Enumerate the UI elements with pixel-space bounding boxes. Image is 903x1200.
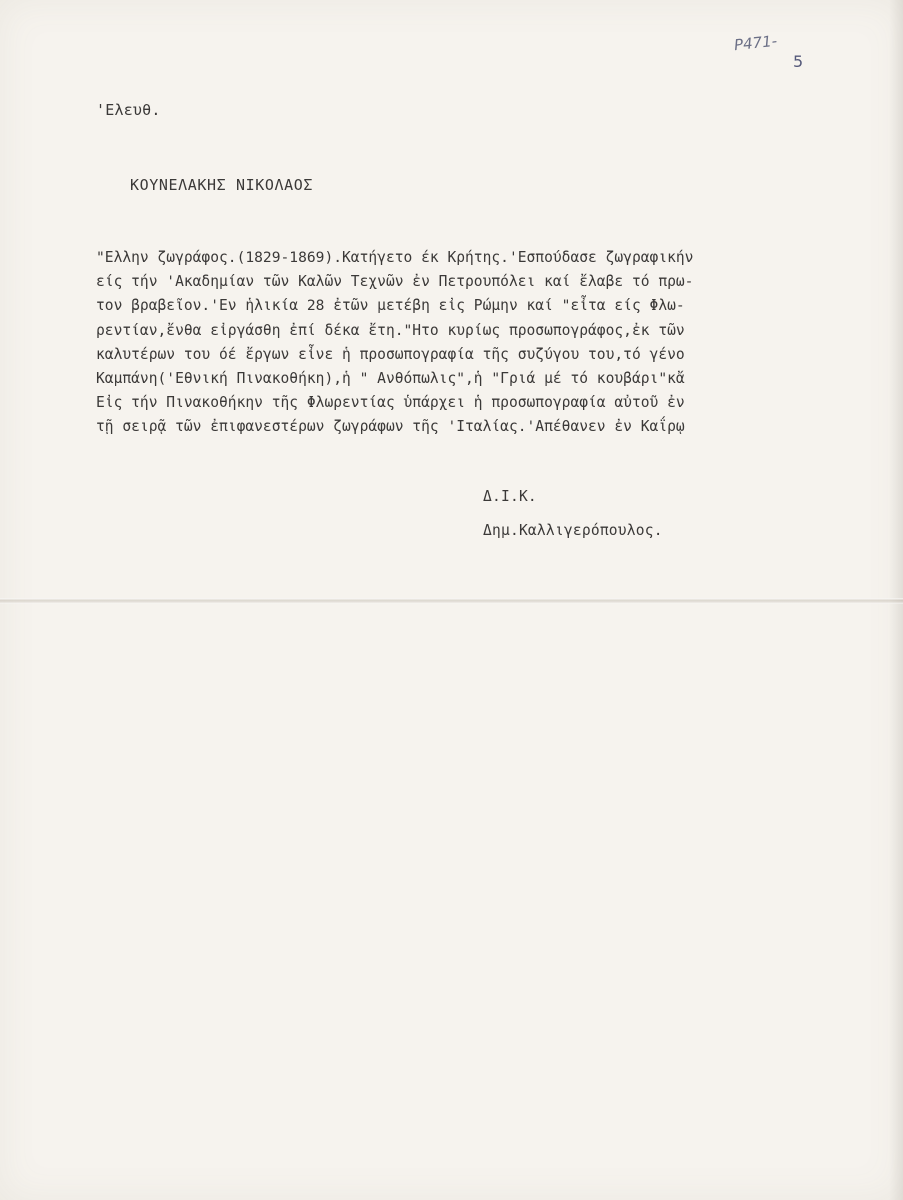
body-line: τῇ σειρᾷ τῶν ἐπιφανεστέρων ζωγράφων τῆς 'Ιταλίας.'Απέθανεν ἐν Καΐρῳ xyxy=(96,418,685,436)
signature-initials: Δ.Ι.Κ. xyxy=(483,488,537,505)
heading-name: ΚΟΥΝΕΛΑΚΗΣ ΝΙΚΟΛΑΟΣ xyxy=(130,176,313,194)
page-number: 5 xyxy=(793,52,804,71)
body-line: είς τήν 'Ακαδημίαν τῶν Καλῶν Τεχνῶν ἐν Πετρουπόλει καί ἔλαβε τό πρω- xyxy=(96,273,694,291)
body-line: Εἰς τήν Πινακοθήκην τῆς Φλωρεντίας ὑπάρχει ἡ προσωπογραφία αὐτοῦ ἐν xyxy=(96,394,685,412)
body-line: καλυτέρων του όέ ἔργων εἶνε ἡ προσωπογραφία τῆς συζύγου του,τό γένο xyxy=(96,345,685,363)
body-line: ρεντίαν,ἔνθα εἰργάσθη ἐπί δέκα ἔτη."Ητο κυρίως προσωπογράφος,ἐκ τῶν xyxy=(96,321,685,339)
heading-short: 'Ελευθ. xyxy=(96,101,161,119)
body-line: τον βραβεῖον.'Εν ἡλικία 28 ἐτῶν μετέβη εἰς Ρώμην καί "εἶτα είς Φλω- xyxy=(96,297,685,315)
body-paragraph xyxy=(96,246,693,440)
paper-fold-line xyxy=(0,598,903,604)
signature-name: Δημ.Καλλιγερόπουλος. xyxy=(483,522,663,539)
body-line: Καμπάνη('Εθνική Πινακοθήκη),ἡ " Ανθόπωλις",ἡ "Γριά μέ τό κουβάρι"κἄ xyxy=(96,369,685,387)
archive-mark: Ρ471- xyxy=(733,31,778,55)
body-line: "Ελλην ζωγράφος.(1829-1869).Κατήγετο έκ Κρήτης.'Εσπούδασε ζωγραφικήν xyxy=(96,249,694,266)
